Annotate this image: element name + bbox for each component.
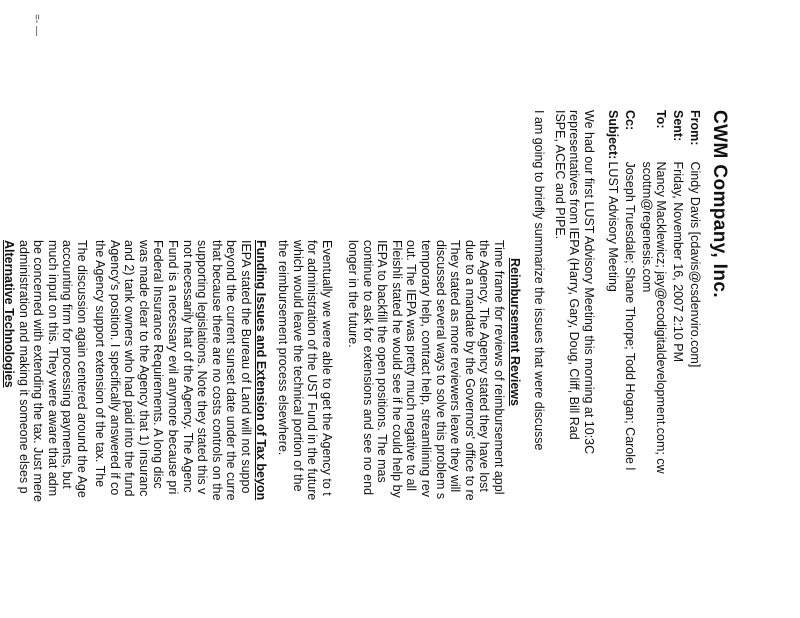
sent-value: Friday, November 16, 2007 2:10 PM bbox=[671, 161, 685, 363]
reimbursement-heading: Reimbursement Reviews bbox=[508, 258, 522, 406]
alternative-technologies-heading: Alternative Technologies bbox=[2, 240, 16, 388]
discussion-paragraph: The discussion again centered around the Age accounting firm for processing payments, but much input on this. They were aware that adm be concerned with extending the tax. Just mere administration and making it someone elses p bbox=[16, 240, 89, 502]
from-value: Cindy Davis [cdavis@csdenviro.com] bbox=[688, 161, 702, 368]
intro-paragraph: We had our first LUST Advisory Meeting this morning at 10:3C representatives from IEPA (Harry, Gary, Doug, Cliff, Bill Rad ISPE, ACEC and PIPE. bbox=[552, 110, 596, 455]
sent-row bbox=[671, 110, 685, 362]
cc-label: Cc: bbox=[623, 110, 637, 131]
subject-row bbox=[606, 110, 620, 292]
margin-marks: =- — bbox=[31, 14, 42, 36]
company-name: CWM Company, Inc. bbox=[709, 110, 730, 299]
cc-value: Joseph Truesdale; Shane Thorpe; Todd Hogan; Carole l bbox=[623, 161, 637, 471]
subject-value: LUST Advisory Meeting bbox=[606, 161, 620, 292]
funding-heading: Funding Issues and Extension of Tax beyon bbox=[254, 240, 268, 501]
to-label: To: bbox=[654, 110, 668, 129]
subject-label: Subject: bbox=[606, 110, 620, 160]
summary-line: I am going to briefly summarize the issues that were discusse bbox=[532, 110, 546, 451]
to-value-1: Nancy Macklewicz; jay@ecodigitaldevelopment.com; cw bbox=[654, 161, 668, 474]
to-row-continued bbox=[640, 110, 654, 292]
cc-row bbox=[623, 110, 637, 470]
funding-paragraph: IEPA stated the Bureau of Land will not suppo beyond the current sunset date under the curre that because there are no costs controls on the supporting legislations. Note they stated this v not necessarily that of the Agency. The Agenc Fund is a necessary evil anymore because pri Federal Insurance Requirements. A long disc was made clear to the Agency that 1) insuranc and 2) tank owners who had paid into the fund Agency's position. I specifically answered if co the Agency support extension of the tax. The bbox=[93, 240, 253, 501]
eventually-paragraph: Eventually we were able to get the Agency to t for administration of the UST Fund in the future which would leave the technical portion of the the reimbursement process elsewhere. bbox=[276, 240, 334, 501]
sent-label: Sent: bbox=[671, 110, 685, 142]
from-row bbox=[688, 110, 702, 367]
reimbursement-paragraph: Time frame for reviews of reimbursement appl the Agency. The Agency stated they have lost due to a mandate by the Governors' office to re They stated as more reviewers leave they will discussed several ways to solve this problem s temporary help, contract help, streamlining rev out. The IEPA was pretty much negative to all Fleishli stated he would see if he could help by IEPA to backfill the open positions. The mas continue to ask for extensions and see no end longer in the future. bbox=[346, 240, 506, 501]
to-value-2: scottm@regenesis.com bbox=[640, 161, 654, 293]
from-label: From: bbox=[688, 110, 702, 146]
to-row bbox=[654, 110, 668, 474]
